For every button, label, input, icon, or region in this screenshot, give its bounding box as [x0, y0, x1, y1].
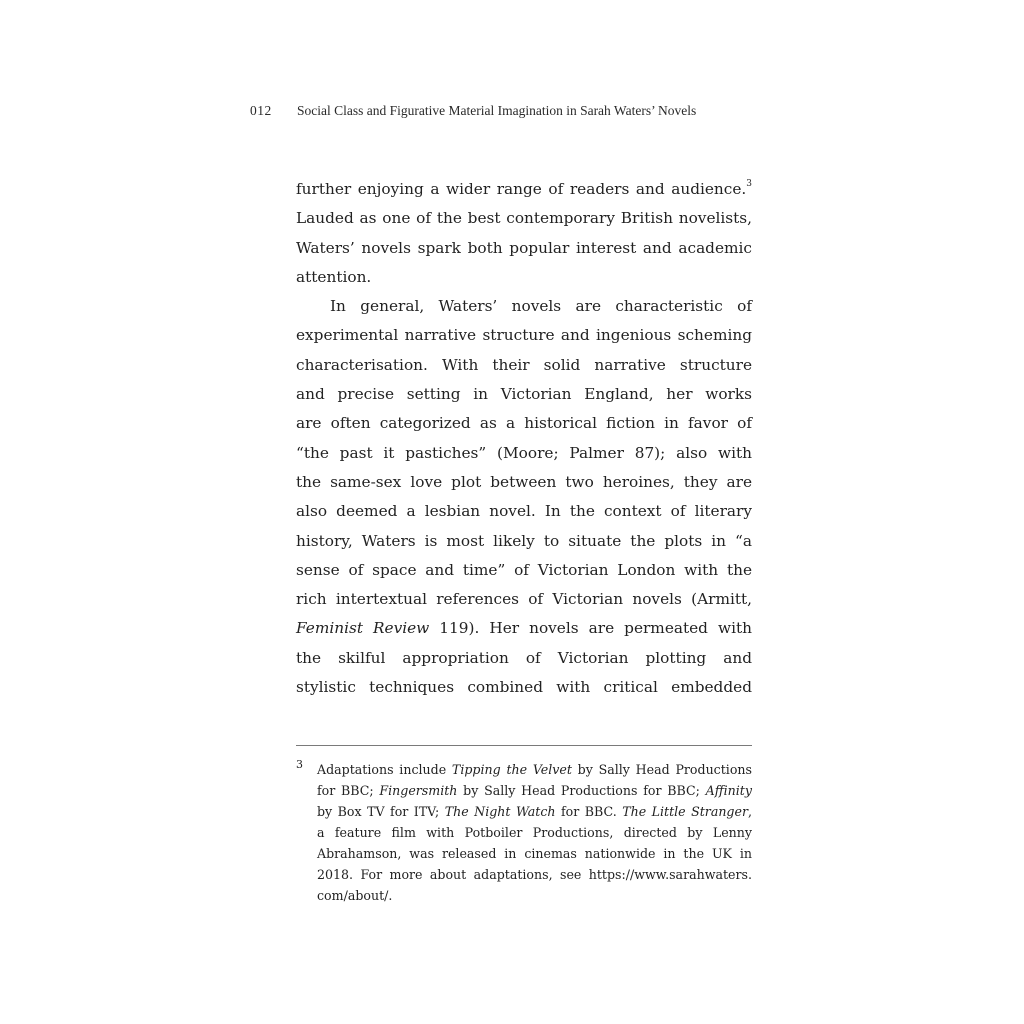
- text-line: the skilful appropriation of Victorian plotting and: [296, 648, 752, 667]
- footnote-line: [317, 801, 752, 822]
- italic-title: Tipping the Velvet: [451, 762, 572, 777]
- text-line: characterisation. With their solid narrative structure: [296, 355, 752, 374]
- body-text: [296, 175, 752, 702]
- footnote-marker: 3: [296, 758, 303, 771]
- text-line: Waters’ novels spark both popular interest and academic: [296, 238, 752, 257]
- text-line: attention.: [296, 267, 372, 286]
- footnote-line: [317, 759, 752, 780]
- footnote-divider: [296, 745, 752, 746]
- text-line: also deemed a lesbian novel. In the context of literary: [296, 502, 752, 521]
- text-span: for BBC;: [317, 783, 380, 798]
- italic-title: Fingersmith: [379, 783, 458, 798]
- footnote-text: [317, 759, 752, 906]
- running-head-title: Social Class and Figurative Material Imagination in Sarah Waters’ Novels: [297, 103, 697, 118]
- footnote-reference[interactable]: 3: [746, 179, 752, 189]
- text-span: for BBC.: [555, 804, 623, 819]
- text-line: “the past it pastiches” (Moore; Palmer 87); also with: [296, 443, 752, 462]
- text-span: by Sally Head Productions for BBC;: [457, 783, 706, 798]
- italic-title: The Little Stranger: [622, 804, 748, 819]
- text-line: [296, 614, 752, 643]
- text-line: rich intertextual references of Victorian novels (Armitt,: [296, 590, 752, 609]
- footnote-line[interactable]: 2018. For more about adaptations, see https://www.sarahwaters.: [317, 867, 752, 882]
- footnote-line: a feature film with Potboiler Productions, directed by Lenny: [317, 825, 752, 840]
- footnote-line: [317, 780, 752, 801]
- text-line: [296, 175, 752, 204]
- text-line: sense of space and time” of Victorian London with the: [296, 560, 752, 579]
- text-span: by Sally Head Productions: [571, 762, 752, 777]
- text-span: ,: [747, 804, 752, 819]
- running-head: [250, 103, 770, 123]
- text-line: Lauded as one of the best contemporary British novelists,: [296, 209, 752, 228]
- text-line: the same-sex love plot between two heroines, they are: [296, 472, 752, 491]
- text-line: stylistic techniques combined with critical embedded: [296, 678, 752, 697]
- text-span: by Box TV for ITV;: [317, 804, 445, 819]
- text-line: history, Waters is most likely to situate the plots in “a: [296, 531, 752, 550]
- text-span: 119). Her novels are permeated with: [429, 619, 752, 638]
- text-span: further enjoying a wider range of readers and audience.: [296, 180, 747, 198]
- text-line: are often categorized as a historical fiction in favor of: [296, 414, 752, 433]
- italic-title: The Night Watch: [444, 804, 556, 819]
- paragraph-2: [296, 292, 752, 702]
- paragraph-1: [296, 175, 752, 292]
- footnote-line: Abrahamson, was released in cinemas nationwide in the UK in: [317, 846, 752, 861]
- text-line: and precise setting in Victorian England, her works: [296, 385, 752, 404]
- italic-title: Affinity: [705, 783, 752, 798]
- text-span: Adaptations include: [317, 762, 452, 777]
- italic-title: Feminist Review: [296, 619, 430, 638]
- footnote-3: [296, 759, 752, 906]
- page-number: 012: [250, 103, 272, 118]
- text-line: experimental narrative structure and ingenious scheming: [296, 326, 752, 345]
- footnote-line[interactable]: com/about/.: [317, 888, 393, 903]
- text-line: In general, Waters’ novels are characteristic of: [330, 297, 752, 316]
